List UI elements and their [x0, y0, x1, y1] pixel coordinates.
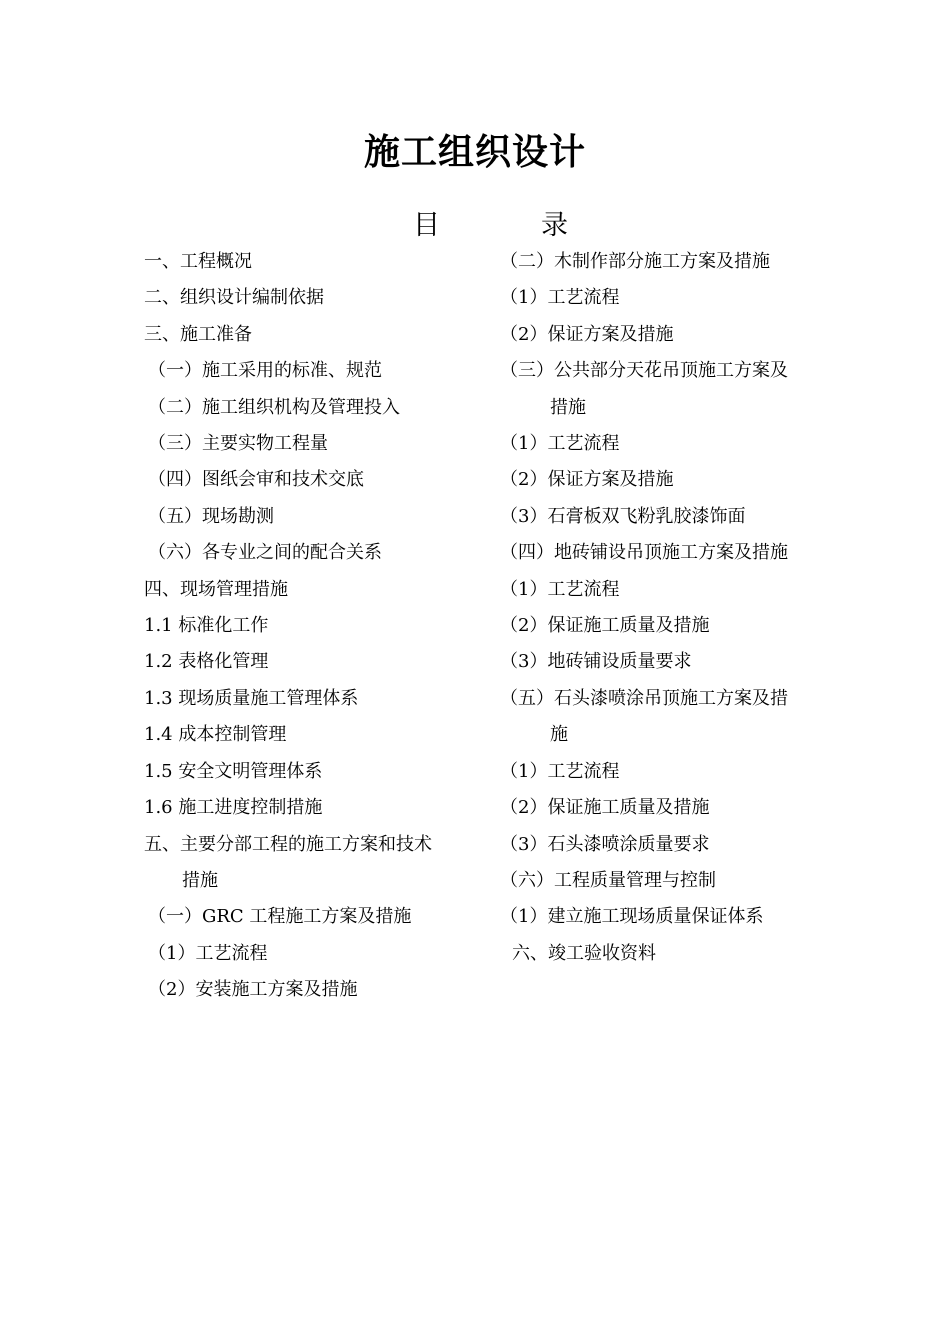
toc-entry [500, 535, 820, 571]
toc-entry [500, 244, 820, 280]
toc-entry [148, 499, 474, 535]
toc-entry-continuation: 措施 [550, 396, 586, 418]
toc-entry [148, 462, 474, 498]
toc-entry [144, 572, 474, 608]
toc-entry-text: 1.3 现场质量施工管理体系 [144, 687, 359, 709]
toc-entry-text: （1）建立施工现场质量保证体系 [500, 906, 764, 928]
toc-entry [144, 754, 474, 790]
toc-entry-text: （3）石头漆喷涂质量要求 [500, 833, 710, 855]
toc-entry-text: （1）工艺流程 [500, 433, 620, 455]
toc-entry-text: 1.5 安全文明管理体系 [144, 760, 323, 782]
toc-entry-text: （2）保证方案及措施 [500, 323, 674, 345]
toc-entry [148, 899, 474, 935]
toc-entry-text: （四）图纸会审和技术交底 [148, 469, 364, 491]
toc-entry [500, 426, 820, 462]
toc-heading [0, 206, 950, 246]
toc-entry-continuation: 措施 [182, 869, 218, 891]
toc-entry [500, 280, 820, 316]
toc-entry [500, 462, 820, 498]
toc-entry [148, 972, 474, 1008]
toc-entry-text: （五）石头漆喷涂吊顶施工方案及措 [500, 687, 788, 709]
toc-entry [500, 899, 820, 935]
toc-entry-text: 1.1 标准化工作 [144, 615, 269, 637]
toc-entry [144, 244, 474, 280]
toc-entry-text: （3）地砖铺设质量要求 [500, 651, 692, 673]
toc-entry-text: 二、组织设计编制依据 [144, 287, 324, 309]
toc-entry-text: （六）各专业之间的配合关系 [148, 542, 382, 564]
toc-entry-text: （3）石膏板双飞粉乳胶漆饰面 [500, 505, 746, 527]
toc-entry [512, 936, 820, 972]
toc-entry [144, 608, 474, 644]
toc-entry-text: 三、施工准备 [144, 323, 252, 345]
toc-entry-text: （2）保证施工质量及措施 [500, 797, 710, 819]
toc-entry-text: 五、主要分部工程的施工方案和技术 [144, 833, 432, 855]
toc-entry [500, 644, 820, 680]
toc-entry-text: （2）安装施工方案及措施 [148, 979, 358, 1001]
toc-entry-text: （六）工程质量管理与控制 [500, 869, 716, 891]
toc-entry [500, 608, 820, 644]
toc-entry-text: 1.6 施工进度控制措施 [144, 797, 323, 819]
toc-entry [144, 827, 474, 900]
document-title: 施工组织设计 [363, 131, 586, 173]
toc-entry-text: 六、竣工验收资料 [512, 942, 656, 964]
toc-entry [148, 353, 474, 389]
toc-entry [500, 790, 820, 826]
toc-entry [500, 572, 820, 608]
toc-entry [500, 353, 820, 426]
toc-right-column [500, 244, 820, 972]
toc-entry [500, 827, 820, 863]
toc-entry [500, 317, 820, 353]
toc-entry-text: （三）主要实物工程量 [148, 433, 328, 455]
toc-entry [500, 681, 820, 754]
toc-entry-text: 四、现场管理措施 [144, 578, 288, 600]
toc-entry-text: 1.2 表格化管理 [144, 651, 269, 673]
toc-entry [144, 317, 474, 353]
toc-entry-text: （四）地砖铺设吊顶施工方案及措施 [500, 542, 788, 564]
toc-entry [144, 280, 474, 316]
toc-entry [144, 644, 474, 680]
toc-entry-text: （一）GRC 工程施工方案及措施 [148, 906, 412, 928]
toc-entry [500, 754, 820, 790]
toc-entry [144, 681, 474, 717]
toc-entry [144, 790, 474, 826]
toc-entry [148, 426, 474, 462]
toc-entry-text: （2）保证施工质量及措施 [500, 615, 710, 637]
toc-entry-text: （一）施工采用的标准、规范 [148, 360, 382, 382]
toc-entry-continuation: 施 [550, 724, 568, 746]
toc-entry-text: （1）工艺流程 [500, 760, 620, 782]
toc-entry [500, 863, 820, 899]
toc-entry-text: （三）公共部分天花吊顶施工方案及 [500, 360, 788, 382]
toc-entry-text: （二）木制作部分施工方案及措施 [500, 251, 770, 272]
toc-entry-text: 一、工程概况 [144, 251, 252, 272]
toc-entry [148, 390, 474, 426]
toc-entry-text: （五）现场勘测 [148, 505, 274, 527]
toc-left-column [144, 244, 474, 1009]
toc-entry [148, 535, 474, 571]
toc-heading-left-char: 目 [413, 210, 440, 241]
toc-entry-text: （1）工艺流程 [148, 942, 268, 964]
toc-entry [144, 717, 474, 753]
toc-entry-text: （二）施工组织机构及管理投入 [148, 396, 400, 418]
toc-entry-text: （2）保证方案及措施 [500, 469, 674, 491]
toc-entry-text: （1）工艺流程 [500, 287, 620, 309]
toc-entry [148, 936, 474, 972]
toc-heading-right-char: 录 [541, 210, 568, 241]
toc-entry [500, 499, 820, 535]
toc-entry-text: 1.4 成本控制管理 [144, 724, 287, 746]
toc-entry-text: （1）工艺流程 [500, 578, 620, 600]
